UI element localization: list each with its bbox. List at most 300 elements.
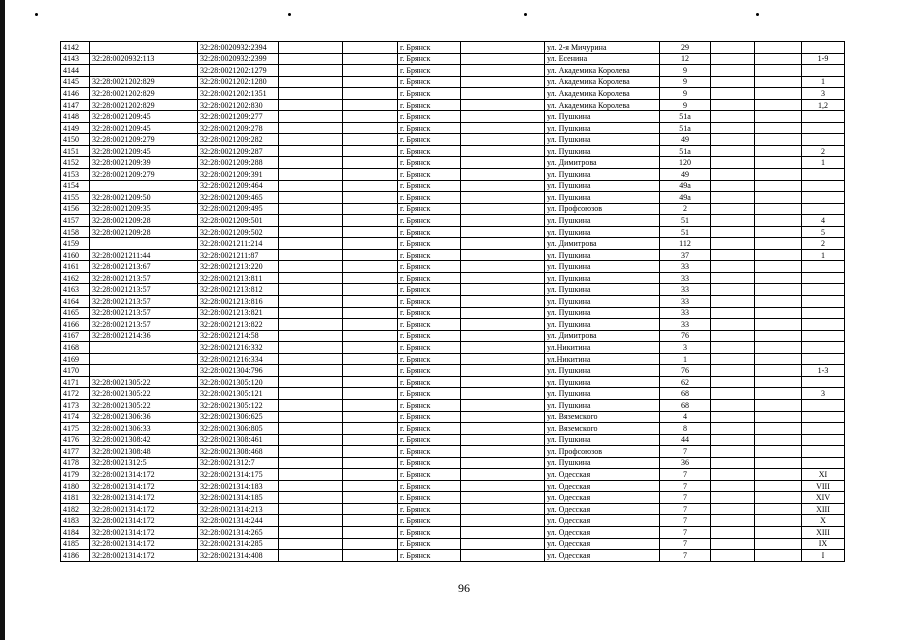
blank-cell xyxy=(461,446,545,458)
blank-cell xyxy=(711,515,755,527)
table-row xyxy=(61,330,845,342)
blank-cell xyxy=(343,226,398,238)
street-cell: ул. Одесская xyxy=(545,469,660,481)
row-number-cell: 4182 xyxy=(61,503,90,515)
blank-cell xyxy=(711,434,755,446)
city-cell: г. Брянск xyxy=(398,145,461,157)
city-cell: г. Брянск xyxy=(398,88,461,100)
parent-cadastral-cell: 32:28:0021209:279 xyxy=(90,169,198,181)
house-number-cell: 49а xyxy=(660,192,711,204)
street-cell: ул. Одесская xyxy=(545,480,660,492)
blank-cell xyxy=(755,249,802,261)
premises-cell xyxy=(802,307,845,319)
premises-cell xyxy=(802,192,845,204)
blank-cell xyxy=(461,503,545,515)
blank-cell xyxy=(343,249,398,261)
parent-cadastral-cell: 32:28:0021213:67 xyxy=(90,261,198,273)
city-cell: г. Брянск xyxy=(398,42,461,54)
house-number-cell: 9 xyxy=(660,88,711,100)
blank-cell xyxy=(461,515,545,527)
city-cell: г. Брянск xyxy=(398,284,461,296)
street-cell: ул. Пушкина xyxy=(545,365,660,377)
table-row xyxy=(61,249,845,261)
street-cell: ул. Пушкина xyxy=(545,272,660,284)
row-number-cell: 4155 xyxy=(61,192,90,204)
blank-cell xyxy=(343,457,398,469)
blank-cell xyxy=(755,365,802,377)
cadastral-number-cell: 32:28:0021308:468 xyxy=(198,446,279,458)
city-cell: г. Брянск xyxy=(398,272,461,284)
blank-cell xyxy=(461,376,545,388)
blank-cell xyxy=(343,88,398,100)
row-number-cell: 4143 xyxy=(61,53,90,65)
parent-cadastral-cell: 32:28:0021306:36 xyxy=(90,411,198,423)
city-cell: г. Брянск xyxy=(398,319,461,331)
premises-cell: 1 xyxy=(802,157,845,169)
parent-cadastral-cell xyxy=(90,65,198,77)
house-number-cell: 7 xyxy=(660,492,711,504)
cadastral-number-cell: 32:28:0021216:334 xyxy=(198,353,279,365)
street-cell: ул. Пушкина xyxy=(545,226,660,238)
blank-cell xyxy=(755,122,802,134)
city-cell: г. Брянск xyxy=(398,457,461,469)
house-number-cell: 7 xyxy=(660,550,711,562)
street-cell: ул. Пушкина xyxy=(545,169,660,181)
blank-cell xyxy=(711,503,755,515)
street-cell: ул. Есенина xyxy=(545,53,660,65)
cadastral-number-cell: 32:28:0021209:288 xyxy=(198,157,279,169)
blank-cell xyxy=(343,423,398,435)
city-cell: г. Брянск xyxy=(398,434,461,446)
cadastral-number-cell: 32:28:0021209:278 xyxy=(198,122,279,134)
blank-cell xyxy=(461,538,545,550)
street-cell: ул. Одесская xyxy=(545,503,660,515)
parent-cadastral-cell: 32:28:0021209:28 xyxy=(90,215,198,227)
blank-cell xyxy=(343,446,398,458)
parent-cadastral-cell: 32:28:0021305:22 xyxy=(90,388,198,400)
parent-cadastral-cell: 32:28:0021213:57 xyxy=(90,284,198,296)
punch-dot xyxy=(288,13,291,16)
blank-cell xyxy=(755,423,802,435)
blank-cell xyxy=(343,261,398,273)
blank-cell xyxy=(279,238,343,250)
registry-table xyxy=(60,41,845,562)
premises-cell: 3 xyxy=(802,388,845,400)
house-number-cell: 49 xyxy=(660,169,711,181)
table-row xyxy=(61,134,845,146)
blank-cell xyxy=(711,399,755,411)
blank-cell xyxy=(755,388,802,400)
street-cell: ул. Пушкина xyxy=(545,376,660,388)
premises-cell xyxy=(802,180,845,192)
blank-cell xyxy=(711,272,755,284)
blank-cell xyxy=(711,261,755,273)
blank-cell xyxy=(343,99,398,111)
blank-cell xyxy=(755,434,802,446)
blank-cell xyxy=(461,388,545,400)
blank-cell xyxy=(279,423,343,435)
cadastral-number-cell: 32:28:0021305:122 xyxy=(198,399,279,411)
row-number-cell: 4178 xyxy=(61,457,90,469)
premises-cell xyxy=(802,376,845,388)
premises-cell: 2 xyxy=(802,145,845,157)
parent-cadastral-cell: 32:28:0021314:172 xyxy=(90,469,198,481)
house-number-cell: 9 xyxy=(660,76,711,88)
parent-cadastral-cell: 32:28:0020932:113 xyxy=(90,53,198,65)
cadastral-number-cell: 32:28:0021306:625 xyxy=(198,411,279,423)
row-number-cell: 4149 xyxy=(61,122,90,134)
blank-cell xyxy=(711,215,755,227)
row-number-cell: 4174 xyxy=(61,411,90,423)
cadastral-number-cell: 32:28:0021216:332 xyxy=(198,342,279,354)
table-row xyxy=(61,65,845,77)
premises-cell: 4 xyxy=(802,215,845,227)
house-number-cell: 7 xyxy=(660,503,711,515)
street-cell: ул. Димитрова xyxy=(545,238,660,250)
street-cell: ул. Димитрова xyxy=(545,330,660,342)
blank-cell xyxy=(711,203,755,215)
blank-cell xyxy=(279,65,343,77)
parent-cadastral-cell: 32:28:0021209:28 xyxy=(90,226,198,238)
blank-cell xyxy=(279,376,343,388)
parent-cadastral-cell: 32:28:0021305:22 xyxy=(90,399,198,411)
row-number-cell: 4158 xyxy=(61,226,90,238)
table-row xyxy=(61,272,845,284)
blank-cell xyxy=(461,215,545,227)
parent-cadastral-cell: 32:28:0021314:172 xyxy=(90,550,198,562)
blank-cell xyxy=(343,434,398,446)
blank-cell xyxy=(461,169,545,181)
premises-cell xyxy=(802,457,845,469)
cadastral-number-cell: 32:28:0020932:2394 xyxy=(198,42,279,54)
city-cell: г. Брянск xyxy=(398,480,461,492)
blank-cell xyxy=(461,296,545,308)
blank-cell xyxy=(711,226,755,238)
blank-cell xyxy=(711,238,755,250)
city-cell: г. Брянск xyxy=(398,169,461,181)
row-number-cell: 4144 xyxy=(61,65,90,77)
page-number: 96 xyxy=(458,581,470,595)
parent-cadastral-cell: 32:28:0021308:42 xyxy=(90,434,198,446)
street-cell: ул. Пушкина xyxy=(545,261,660,273)
blank-cell xyxy=(279,503,343,515)
house-number-cell: 7 xyxy=(660,446,711,458)
blank-cell xyxy=(755,307,802,319)
cadastral-number-cell: 32:28:0021308:461 xyxy=(198,434,279,446)
blank-cell xyxy=(755,492,802,504)
parent-cadastral-cell: 32:28:0021314:172 xyxy=(90,492,198,504)
blank-cell xyxy=(755,169,802,181)
blank-cell xyxy=(343,238,398,250)
blank-cell xyxy=(343,411,398,423)
row-number-cell: 4165 xyxy=(61,307,90,319)
row-number-cell: 4153 xyxy=(61,169,90,181)
street-cell: ул. Вяземского xyxy=(545,411,660,423)
blank-cell xyxy=(279,550,343,562)
premises-cell: XIV xyxy=(802,492,845,504)
city-cell: г. Брянск xyxy=(398,203,461,215)
street-cell: ул. Пушкина xyxy=(545,215,660,227)
parent-cadastral-cell: 32:28:0021209:35 xyxy=(90,203,198,215)
blank-cell xyxy=(755,145,802,157)
table-row xyxy=(61,319,845,331)
cadastral-number-cell: 32:28:0021202:1351 xyxy=(198,88,279,100)
premises-cell xyxy=(802,111,845,123)
blank-cell xyxy=(711,526,755,538)
house-number-cell: 120 xyxy=(660,157,711,169)
blank-cell xyxy=(755,238,802,250)
row-number-cell: 4157 xyxy=(61,215,90,227)
city-cell: г. Брянск xyxy=(398,388,461,400)
blank-cell xyxy=(343,192,398,204)
parent-cadastral-cell: 32:28:0021314:172 xyxy=(90,515,198,527)
blank-cell xyxy=(755,319,802,331)
house-number-cell: 76 xyxy=(660,365,711,377)
row-number-cell: 4164 xyxy=(61,296,90,308)
row-number-cell: 4148 xyxy=(61,111,90,123)
house-number-cell: 7 xyxy=(660,469,711,481)
blank-cell xyxy=(343,307,398,319)
blank-cell xyxy=(343,342,398,354)
premises-cell xyxy=(802,353,845,365)
blank-cell xyxy=(461,203,545,215)
city-cell: г. Брянск xyxy=(398,99,461,111)
row-number-cell: 4186 xyxy=(61,550,90,562)
premises-cell xyxy=(802,319,845,331)
blank-cell xyxy=(343,169,398,181)
street-cell: ул. Димитрова xyxy=(545,157,660,169)
blank-cell xyxy=(343,388,398,400)
city-cell: г. Брянск xyxy=(398,538,461,550)
table-row xyxy=(61,284,845,296)
parent-cadastral-cell: 32:28:0021305:22 xyxy=(90,376,198,388)
blank-cell xyxy=(711,538,755,550)
city-cell: г. Брянск xyxy=(398,550,461,562)
row-number-cell: 4156 xyxy=(61,203,90,215)
blank-cell xyxy=(755,53,802,65)
blank-cell xyxy=(461,192,545,204)
blank-cell xyxy=(343,215,398,227)
blank-cell xyxy=(343,319,398,331)
blank-cell xyxy=(461,319,545,331)
blank-cell xyxy=(711,111,755,123)
blank-cell xyxy=(755,99,802,111)
city-cell: г. Брянск xyxy=(398,53,461,65)
row-number-cell: 4150 xyxy=(61,134,90,146)
blank-cell xyxy=(279,261,343,273)
blank-cell xyxy=(279,157,343,169)
blank-cell xyxy=(461,284,545,296)
blank-cell xyxy=(461,434,545,446)
table-row xyxy=(61,411,845,423)
city-cell: г. Брянск xyxy=(398,180,461,192)
premises-cell: X xyxy=(802,515,845,527)
cadastral-number-cell: 32:28:0021305:121 xyxy=(198,388,279,400)
house-number-cell: 3 xyxy=(660,342,711,354)
cadastral-number-cell: 32:28:0021306:805 xyxy=(198,423,279,435)
blank-cell xyxy=(343,353,398,365)
blank-cell xyxy=(711,376,755,388)
blank-cell xyxy=(279,434,343,446)
cadastral-number-cell: 32:28:0021314:213 xyxy=(198,503,279,515)
blank-cell xyxy=(343,492,398,504)
blank-cell xyxy=(343,111,398,123)
cadastral-number-cell: 32:28:0021209:502 xyxy=(198,226,279,238)
house-number-cell: 51а xyxy=(660,122,711,134)
street-cell: ул. Профсоюзов xyxy=(545,203,660,215)
house-number-cell: 33 xyxy=(660,284,711,296)
blank-cell xyxy=(461,423,545,435)
house-number-cell: 33 xyxy=(660,272,711,284)
blank-cell xyxy=(343,65,398,77)
blank-cell xyxy=(461,122,545,134)
city-cell: г. Брянск xyxy=(398,192,461,204)
blank-cell xyxy=(711,284,755,296)
blank-cell xyxy=(279,446,343,458)
house-number-cell: 33 xyxy=(660,307,711,319)
city-cell: г. Брянск xyxy=(398,411,461,423)
street-cell: ул. Одесская xyxy=(545,550,660,562)
row-number-cell: 4147 xyxy=(61,99,90,111)
street-cell: ул. Пушкина xyxy=(545,122,660,134)
parent-cadastral-cell xyxy=(90,342,198,354)
blank-cell xyxy=(461,145,545,157)
row-number-cell: 4173 xyxy=(61,399,90,411)
house-number-cell: 7 xyxy=(660,515,711,527)
blank-cell xyxy=(711,249,755,261)
cadastral-number-cell: 32:28:0021314:285 xyxy=(198,538,279,550)
cadastral-number-cell: 32:28:0021209:465 xyxy=(198,192,279,204)
blank-cell xyxy=(755,88,802,100)
cadastral-number-cell: 32:28:0021202:1280 xyxy=(198,76,279,88)
blank-cell xyxy=(461,526,545,538)
blank-cell xyxy=(279,296,343,308)
cadastral-number-cell: 32:28:0021312:7 xyxy=(198,457,279,469)
parent-cadastral-cell: 32:28:0021314:172 xyxy=(90,526,198,538)
premises-cell xyxy=(802,434,845,446)
premises-cell: 2 xyxy=(802,238,845,250)
cadastral-number-cell: 32:28:0021213:821 xyxy=(198,307,279,319)
cadastral-number-cell: 32:28:0021314:265 xyxy=(198,526,279,538)
scan-edge xyxy=(0,0,5,640)
street-cell: ул. Пушкина xyxy=(545,249,660,261)
table-row xyxy=(61,457,845,469)
house-number-cell: 7 xyxy=(660,526,711,538)
blank-cell xyxy=(343,145,398,157)
blank-cell xyxy=(461,492,545,504)
blank-cell xyxy=(755,76,802,88)
blank-cell xyxy=(711,134,755,146)
parent-cadastral-cell xyxy=(90,353,198,365)
blank-cell xyxy=(711,319,755,331)
blank-cell xyxy=(279,538,343,550)
row-number-cell: 4170 xyxy=(61,365,90,377)
city-cell: г. Брянск xyxy=(398,492,461,504)
blank-cell xyxy=(755,330,802,342)
premises-cell: XIII xyxy=(802,526,845,538)
city-cell: г. Брянск xyxy=(398,503,461,515)
table-row xyxy=(61,469,845,481)
cadastral-number-cell: 32:28:0021209:287 xyxy=(198,145,279,157)
house-number-cell: 112 xyxy=(660,238,711,250)
cadastral-number-cell: 32:28:0021314:175 xyxy=(198,469,279,481)
blank-cell xyxy=(755,515,802,527)
blank-cell xyxy=(343,134,398,146)
premises-cell: IX xyxy=(802,538,845,550)
blank-cell xyxy=(279,480,343,492)
table-row xyxy=(61,180,845,192)
city-cell: г. Брянск xyxy=(398,353,461,365)
blank-cell xyxy=(279,526,343,538)
house-number-cell: 44 xyxy=(660,434,711,446)
table-row xyxy=(61,365,845,377)
blank-cell xyxy=(343,42,398,54)
blank-cell xyxy=(279,319,343,331)
premises-cell: 1 xyxy=(802,249,845,261)
blank-cell xyxy=(461,550,545,562)
blank-cell xyxy=(343,538,398,550)
table-row xyxy=(61,53,845,65)
blank-cell xyxy=(279,365,343,377)
city-cell: г. Брянск xyxy=(398,238,461,250)
city-cell: г. Брянск xyxy=(398,65,461,77)
blank-cell xyxy=(755,503,802,515)
blank-cell xyxy=(279,330,343,342)
blank-cell xyxy=(711,42,755,54)
blank-cell xyxy=(343,272,398,284)
parent-cadastral-cell: 32:28:0021314:172 xyxy=(90,503,198,515)
table-row xyxy=(61,376,845,388)
parent-cadastral-cell: 32:28:0021211:44 xyxy=(90,249,198,261)
blank-cell xyxy=(279,307,343,319)
blank-cell xyxy=(755,284,802,296)
blank-cell xyxy=(279,215,343,227)
parent-cadastral-cell: 32:28:0021202:829 xyxy=(90,99,198,111)
blank-cell xyxy=(711,192,755,204)
street-cell: ул. Пушкина xyxy=(545,180,660,192)
blank-cell xyxy=(343,203,398,215)
blank-cell xyxy=(279,88,343,100)
street-cell: ул. Вяземского xyxy=(545,423,660,435)
blank-cell xyxy=(343,122,398,134)
blank-cell xyxy=(755,480,802,492)
blank-cell xyxy=(343,157,398,169)
cadastral-number-cell: 32:28:0021209:464 xyxy=(198,180,279,192)
blank-cell xyxy=(461,480,545,492)
house-number-cell: 33 xyxy=(660,296,711,308)
cadastral-number-cell: 32:28:0021211:87 xyxy=(198,249,279,261)
blank-cell xyxy=(755,446,802,458)
premises-cell: 5 xyxy=(802,226,845,238)
house-number-cell: 51а xyxy=(660,145,711,157)
blank-cell xyxy=(755,272,802,284)
table-body xyxy=(61,42,845,562)
cadastral-number-cell: 32:28:0021213:811 xyxy=(198,272,279,284)
blank-cell xyxy=(711,469,755,481)
table-row xyxy=(61,550,845,562)
blank-cell xyxy=(711,492,755,504)
blank-cell xyxy=(279,515,343,527)
blank-cell xyxy=(461,330,545,342)
blank-cell xyxy=(711,99,755,111)
blank-cell xyxy=(755,215,802,227)
blank-cell xyxy=(343,365,398,377)
street-cell: ул.Никитина xyxy=(545,342,660,354)
blank-cell xyxy=(343,376,398,388)
premises-cell xyxy=(802,42,845,54)
blank-cell xyxy=(711,76,755,88)
table-row xyxy=(61,169,845,181)
